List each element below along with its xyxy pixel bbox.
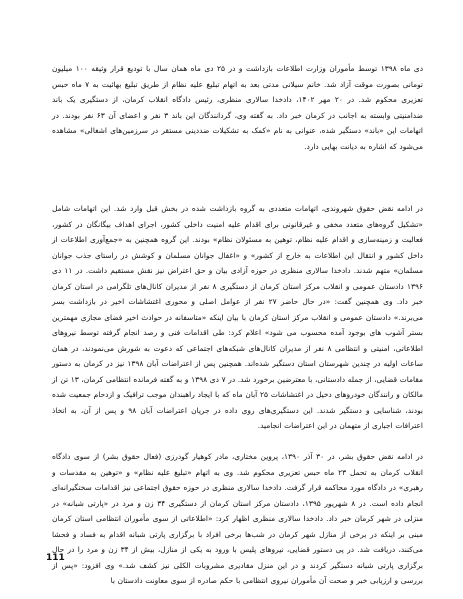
body-paragraph-1: دی ماه ۱۳۹۸ توسط مأموران وزارت اطلاعات بازداشت و در ۲۵ دی ماه همان سال با تودیع قرار وثیقه ۱۰۰ میلیون تومانی بصورت موقت آزاد شد. خانم سیلانی مدتی بعد به اتهام تبلیغ علیه نظام از طریق تبلیغ بهائیت به ۷ ماه حبس تعزیری محکوم شد. در ۲۰ مهر ۱۴۰۲، دادخدا سالاری منظری، رئیس دادگاه انقلاب کرمان، از دستگیری یک باند ضدامنیتی وابسته به اجانب در کرمان خبر داد. به گفته وی، گردانندگان این باند ۳ نفر و اعضای آن ۶۳ نفر بودند. در اتهامات این «باند» دستگیر شده، عنوانی به نام «کمک به تشکیلات ضددینی مستقر در سرزمین‌های اشغالی» مشاهده می‌شود که اشاره به دیانت بهایی دارد.	[52, 64, 424, 151]
body-paragraph-2: در ادامه نقض حقوق شهروندی، اتهامات متعددی به گروه بازداشت شده در بخش قبل وارد شد. این اتهامات شامل «تشکیل گروه‌های متعدد مخفی و غیرقانونی برای اقدام علیه امنیت داخلی کشور، اجرای اهداف بیگانگان در کشور، فعالیت و زمینه‌سازی و اقدام علیه نظام، توهین به مسئولان نظام» بودند. این گروه همچنین به «جمع‌آوری اطلاعات از داخل کشور و انتقال این اطلاعات به خارج از کشور» و «اغفال جوانان مسلمان و کوشش در راستای جذب جوانان مسلمان» متهم شدند. دادخدا سالاری منظری در حوزه آزادی بیان و حق اعتراض نیز نقش مستقیم داشت. در ۱۱ دی ۱۳۹۶ دادستان عمومی و انقلاب مرکز استان کرمان از دستگیری ۸ نفر از مدیران کانال‌های تلگرامی در استان کرمان خبر داد. وی همچنین گفت: «در حال حاضر ۲۷ نفر از عوامل اصلی و محوری اغتشاشات اخیر در بازداشت بسر می‌برند.» دادستان عمومی و انقلاب مرکز استان کرمان با بیان اینکه «متاسفانه در حوادث اخیر فضای مجازی مهمترین بستر آشوب های بوجود آمده محسوب می شود» اعلام کرد: طی اقدامات فنی و رصد انجام گرفته توسط نیروهای اطلاعاتی، امنیتی و انتظامی ۸ نفر از مدیران کانال‌های شبکه‌های اجتماعی که دعوت به شورش می‌نمودند، در همان ساعات اولیه در چندین شهرستان استان دستگیر شده‌اند. همچنین پس از اعتراضات آبان ۱۳۹۸ نیز در کرمان به دستور مقامات قضایی، از جمله دادستانی، با معترضین برخورد شد. در ۷ دی ۱۳۹۸ و به گفته فرمانده انتظامی کرمان، ۱۳ تن از مالکان و رانندگان خودروهای دخیل در اغتشاشات ۲۵ آبان ماه که با ایجاد راهبندان موجب ترافیک و ازدحام جمعیت شده بودند، شناسایی و دستگیر شدند. این دستگیری‌های روی داده در جریان اعتراضات آبان ۹۸ و پس از آن، به اتخاذ اعترافات اجباری از متهمان در این اعتراضات انجامید.	[52, 204, 424, 430]
page-number: 111	[46, 553, 65, 563]
body-paragraph-3: در ادامه نقض حقوق بشر، در ۳۰ آذر ۱۳۹۰، پروین مختاری، مادر کوهیار گودرزی (فعال حقوق بشر) از سوی دادگاه انقلاب کرمان به تحمل ۲۳ ماه حبس تعزیری محکوم شد. وی به اتهام «تبلیغ علیه نظام» و «توهین به مقدسات و رهبری» در دادگاه مورد محاکمه قرار گرفت. دادخدا سالاری منظری در حوزه حقوق اجتماعی نیز اقدامات سختگیرانه‌ای انجام داده است. در ۸ شهریور ۱۳۹۵، دادستان مرکز استان کرمان از دستگیری ۳۴ زن و مرد در «پارتی شبانه» در منزلی در شهر کرمان خبر داد. دادخدا سالاری منظری اظهار کرد: «اطلاعاتی از سوی مأموران انتظامی استان کرمان مبنی بر اینکه در برخی از منازل شهر کرمان در شب‌ها برخی افراد با برگزاری پارتی شبانه اقدام به فساد و فحشا می‌کنند، دریافت شد. در پی دستور قضایی، نیروهای پلیس با ورود به یکی از منازل، بیش از ۳۴ زن و مرد را در حال برگزاری پارتی شبانه دستگیر کردند و در این منزل مقادیری مشروبات الکلی نیز کشف شد.» وی افزود: «پس از بررسی و ارزیابی خبر و صحت آن مأموران نیروی انتظامی با حکم صادره از سوی معاونت دادستان با	[52, 452, 423, 585]
